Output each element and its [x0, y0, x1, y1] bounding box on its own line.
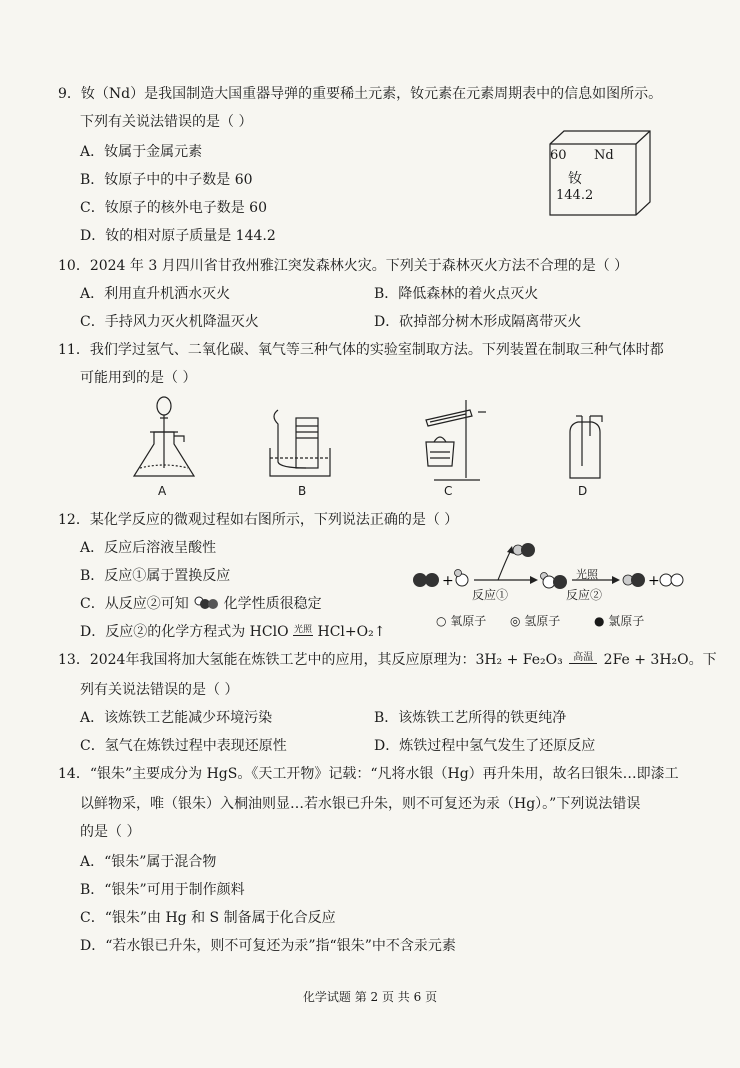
q13-option-d: D．炼铁过程中氢气发生了还原反应	[374, 738, 596, 754]
q12-option-d-part1: D．反应②的化学方程式为 HClO	[80, 624, 289, 640]
page-footer: 化学试题 第 2 页 共 6 页	[302, 990, 438, 1004]
q12-option-c-part2: 化学性质很稳定	[223, 596, 322, 612]
apparatus-label-b: B	[298, 484, 307, 498]
q11-stem-line1: 11．我们学过氢气、二氧化碳、氧气等三种气体的实验室制取方法。下列装置在制取三种气体时都	[58, 342, 664, 358]
q12-light-condition: 光照	[576, 568, 598, 581]
q13-stem-line1	[58, 650, 717, 670]
q13-high-temp-condition: 高温	[569, 653, 597, 664]
apparatus-label-a: A	[158, 484, 167, 498]
q10-option-b: B．降低森林的着火点灭火	[374, 286, 539, 302]
q9-option-b: B．钕原子中的中子数是 60	[80, 172, 253, 188]
q12-option-d-condition: 光照	[294, 625, 313, 635]
q9-stem-line1: 9．钕（Nd）是我国制造大国重器导弹的重要稀土元素，钕元素在元素周期表中的信息如图所示。	[58, 86, 663, 102]
element-atomic-mass: 144.2	[556, 188, 594, 203]
q12-reaction-diagram	[406, 538, 696, 608]
q9-option-c: C．钕原子的核外电子数是 60	[80, 200, 267, 216]
q14-stem-line1: 14．“银朱”主要成分为 HgS。《天工开物》记载：“凡将水银（Hg）再升朱用，故名曰银朱…即漆工	[58, 766, 679, 782]
element-name: 钕	[568, 171, 582, 187]
apparatus-b-water-trough	[270, 410, 330, 476]
legend-oxygen: ○ 氧原子	[436, 614, 487, 628]
q11-stem-line2: 可能用到的是（ ）	[80, 370, 197, 386]
q10-stem: 10．2024 年 3 月四川省甘孜州雅江突发森林火灾。下列关于森林灭火方法不合理的是（ ）	[58, 258, 629, 274]
q12-option-b: B．反应①属于置换反应	[80, 568, 231, 584]
q13-stem-part2: 2Fe + 3H₂O。下	[603, 652, 717, 668]
q10-option-d: D．砍掉部分树木形成隔离带灭火	[374, 314, 582, 330]
q13-option-b: B．该炼铁工艺所得的铁更纯净	[374, 710, 567, 726]
q9-stem-line2: 下列有关说法错误的是（ ）	[80, 114, 253, 130]
apparatus-c-heating-setup	[426, 400, 486, 480]
q14-option-a: A．“银朱”属于混合物	[80, 854, 217, 870]
q12-option-d	[80, 622, 385, 642]
q14-option-c: C．“银朱”由 Hg 和 S 制备属于化合反应	[80, 910, 336, 926]
q9-option-d: D．钕的相对原子质量是 144.2	[80, 228, 276, 244]
q13-option-a: A．该炼铁工艺能减少环境污染	[80, 710, 273, 726]
q12-reaction-1-label: 反应①	[472, 588, 509, 602]
hclo-molecule-icon	[193, 595, 219, 611]
q14-stem-line3: 的是（ ）	[80, 824, 141, 840]
apparatus-a-flask	[134, 397, 194, 476]
q12-stem: 12．某化学反应的微观过程如右图所示，下列说法正确的是（ ）	[58, 512, 459, 528]
svg-text:+: +	[648, 573, 660, 589]
apparatus-d-bottle	[570, 416, 602, 478]
element-cell-frame	[534, 130, 652, 216]
q12-option-d-part2: HCl+O₂↑	[317, 624, 386, 640]
q12-reaction-2-label: 反应②	[566, 588, 603, 602]
q13-stem-part1: 13．2024年我国将加大氢能在炼铁工艺中的应用，其反应原理为：3H₂ + Fe₂O₃	[58, 652, 563, 668]
element-cell-neodymium	[534, 130, 652, 216]
apparatus-label-d: D	[578, 484, 588, 498]
q14-stem-line2: 以鲜物采，唯（银朱）入桐油则显…若水银已升朱，则不可复还为汞（Hg）。”下列说法错误	[80, 796, 641, 812]
svg-text:+: +	[442, 573, 454, 589]
q12-option-a: A．反应后溶液呈酸性	[80, 540, 217, 556]
q10-option-a: A．利用直升机洒水灭火	[80, 286, 231, 302]
legend-hydrogen: ◎ 氢原子	[510, 614, 561, 628]
q14-option-b: B．“银朱”可用于制作颜料	[80, 882, 245, 898]
q9-option-a: A．钕属于金属元素	[80, 144, 203, 160]
element-symbol: Nd	[594, 148, 614, 163]
q12-option-c-part1: C．从反应②可知	[80, 596, 189, 612]
q12-option-c	[80, 594, 322, 614]
element-atomic-number: 60	[550, 148, 567, 163]
apparatus-label-c: C	[444, 484, 453, 498]
q13-stem-line2: 列有关说法错误的是（ ）	[80, 682, 239, 698]
legend-chlorine: ● 氯原子	[594, 614, 645, 628]
q14-option-d: D．“若水银已升朱，则不可复还为汞”指“银朱”中不含汞元素	[80, 938, 456, 954]
q13-option-c: C．氢气在炼铁过程中表现还原性	[80, 738, 287, 754]
q10-option-c: C．手持风力灭火机降温灭火	[80, 314, 259, 330]
q11-apparatus-figure	[130, 396, 650, 486]
